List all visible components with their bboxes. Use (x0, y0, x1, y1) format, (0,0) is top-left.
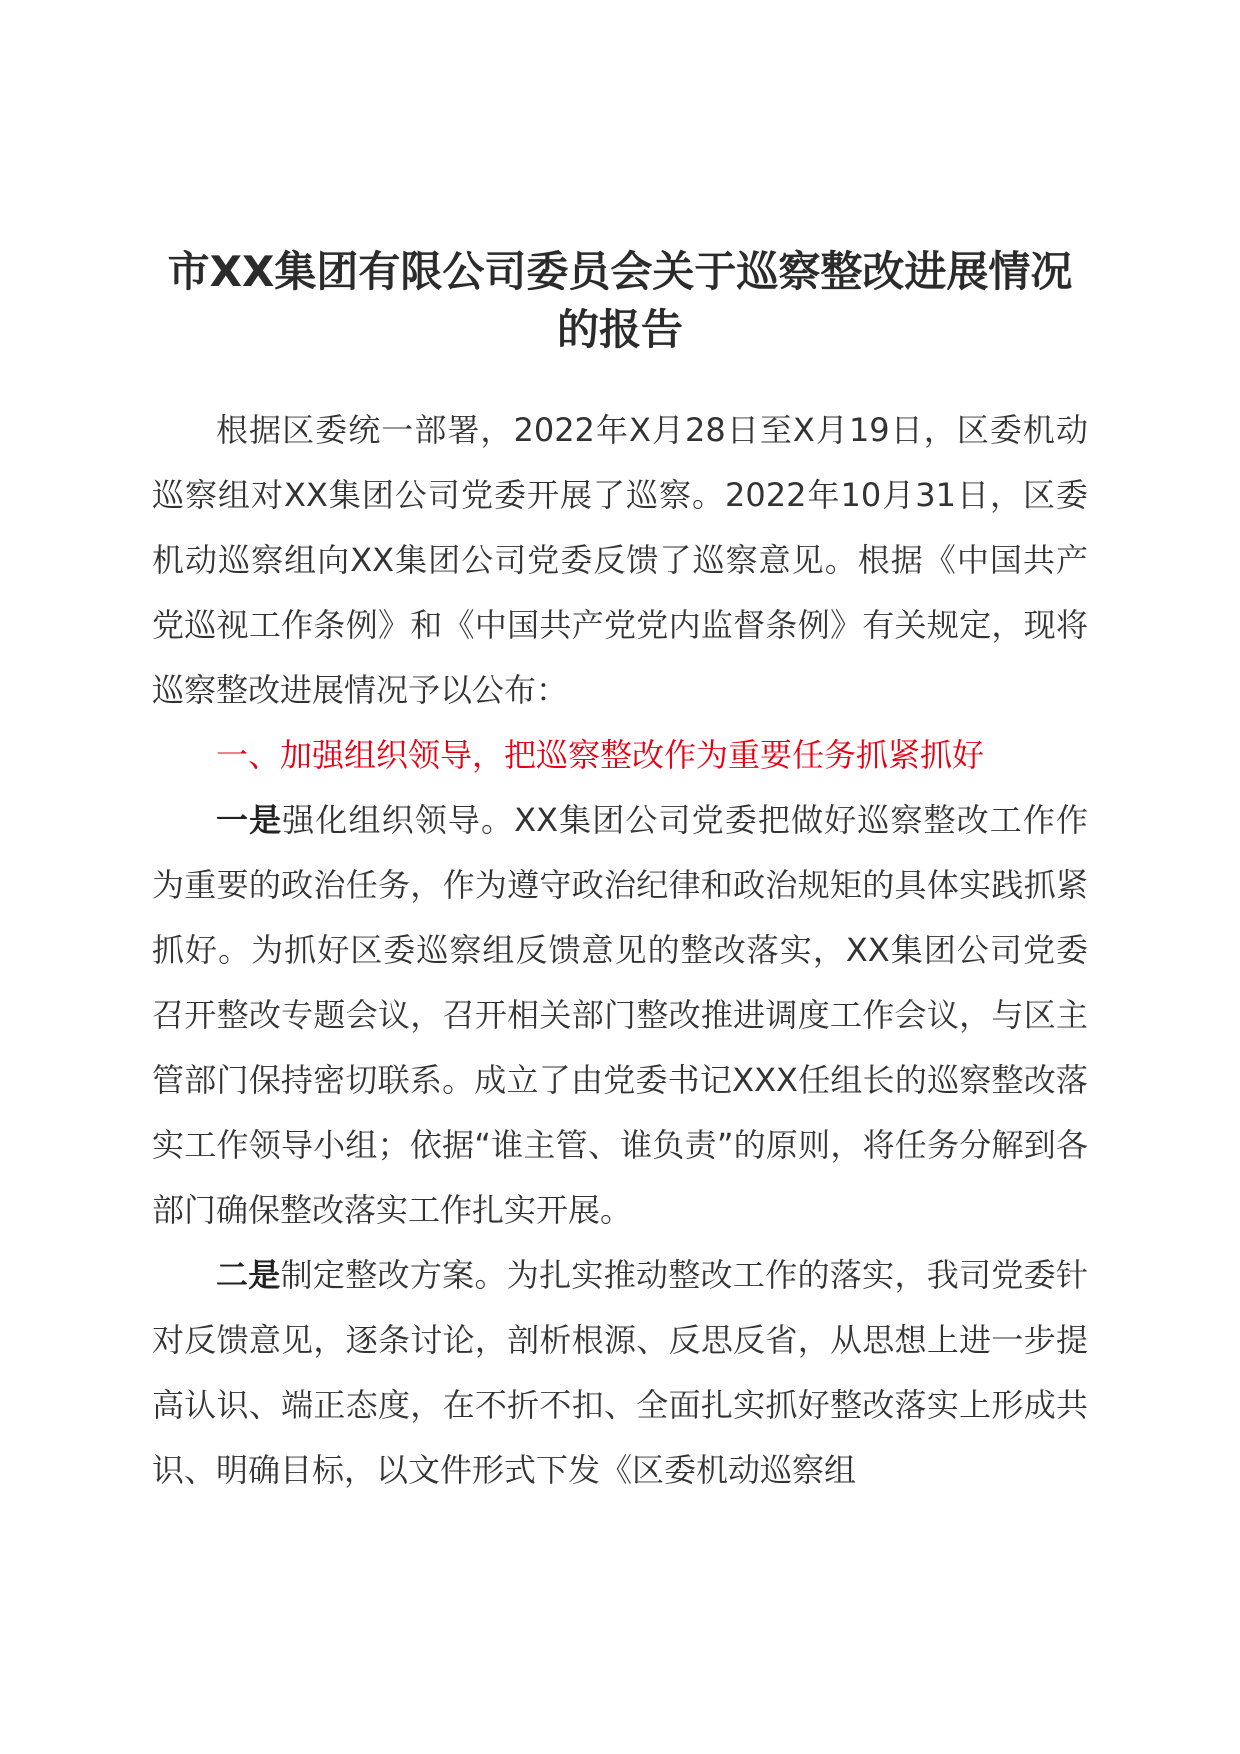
point-2-text: 制定整改方案。为扎实推动整改工作的落实，我司党委针对反馈意见，逐条讨论，剖析根源、反思反省，从思想上进一步提高认识、端正态度，在不折不扣、全面扎实抓好整改落实上形成共识、明确目标，以文件形式下发《区委机动巡察组 (152, 1256, 1088, 1489)
document-title: 市XX集团有限公司委员会关于巡察整改进展情况的报告 (167, 247, 1073, 354)
section-heading: 一、加强组织领导，把巡察整改作为重要任务抓紧抓好 (216, 736, 985, 774)
point-2-lead: 二是 (216, 1256, 281, 1294)
intro-paragraph: 根据区委统一部署，2022年X月28日至X月19日，区委机动巡察组对XX集团公司党委开展了巡察。2022年10月31日，区委机动巡察组向XX集团公司党委反馈了巡察意见。根据《中国共产党巡视工作条例》和《中国共产党党内监督条例》有关规定，现将巡察整改进展情况予以公布： (152, 411, 1088, 709)
point-1-lead: 一是 (216, 801, 283, 839)
point-2-paragraph (152, 1243, 1088, 1503)
point-1-text: 强化组织领导。XX集团公司党委把做好巡察整改工作作为重要的政治任务，作为遵守政治纪律和政治规矩的具体实践抓紧抓好。为抓好区委巡察组反馈意见的整改落实，XX集团公司党委召开整改专题会议，召开相关部门整改推进调度工作会议，与区主管部门保持密切联系。成立了由党委书记XXX任组长的巡察整改落实工作领导小组；依据“谁主管、谁负责”的原则，将任务分解到各部门确保整改落实工作扎实开展。 (152, 801, 1088, 1229)
document-body (152, 398, 1088, 1503)
point-1-paragraph (152, 788, 1088, 1243)
